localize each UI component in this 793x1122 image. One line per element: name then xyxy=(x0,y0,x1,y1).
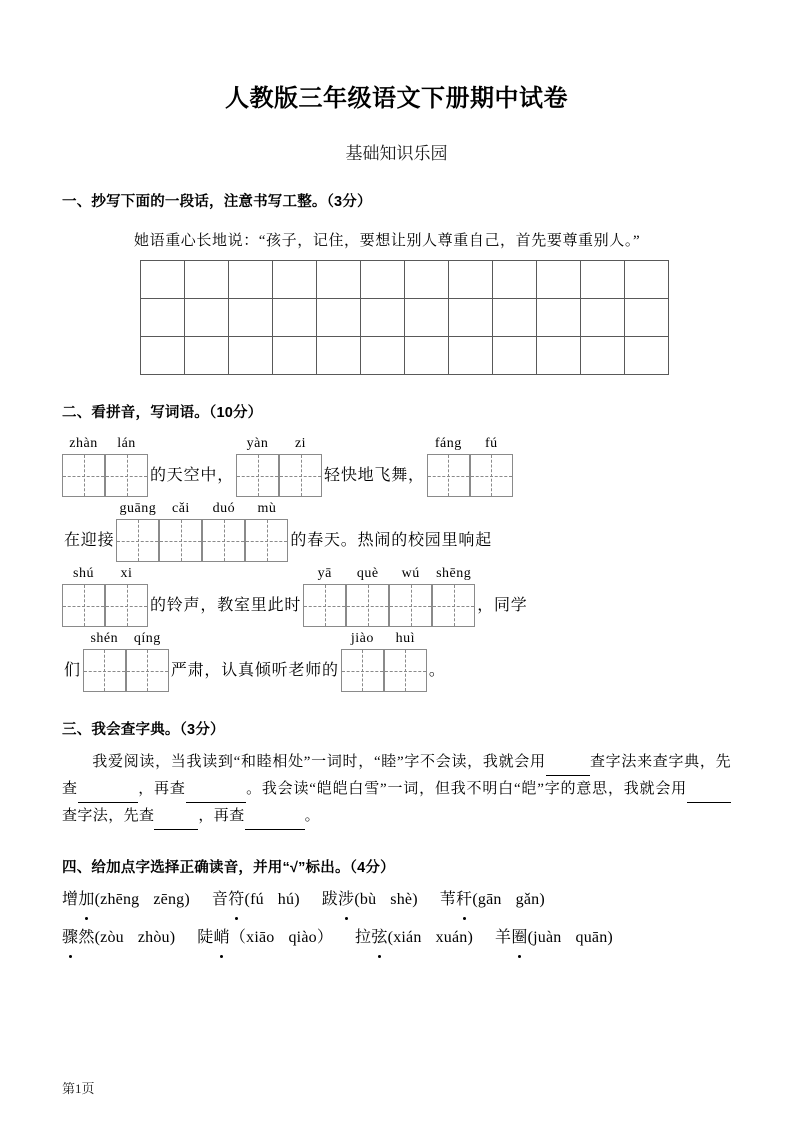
pronunciation-option[interactable]: zòu xyxy=(100,929,124,946)
pronunciation-option[interactable]: zhēng xyxy=(100,891,140,908)
tianzige-group xyxy=(62,434,148,497)
tianzige-item xyxy=(279,434,322,497)
tianzige-box[interactable] xyxy=(279,454,322,497)
pinyin-label: zhàn xyxy=(69,436,98,451)
dotted-char: 加 xyxy=(78,883,94,917)
tianzige-item xyxy=(105,564,148,627)
copy-grid-cell[interactable] xyxy=(405,261,449,299)
word-char: 音 xyxy=(211,891,229,908)
pinyin-label: shēng xyxy=(436,566,472,581)
tianzige-item xyxy=(303,564,346,627)
close-paren: ) xyxy=(539,891,545,908)
tianzige-box[interactable] xyxy=(432,584,475,627)
fill-in-blank[interactable] xyxy=(78,787,138,803)
copy-grid-cell[interactable] xyxy=(273,261,317,299)
copy-grid-cell[interactable] xyxy=(317,261,361,299)
pronunciation-option[interactable]: juàn xyxy=(533,929,562,946)
pronunciation-options xyxy=(245,891,300,908)
pinyin-label: huì xyxy=(395,631,416,646)
tianzige-box[interactable] xyxy=(126,649,169,692)
pinyin-label: fáng xyxy=(434,436,462,451)
pinyin-line-text: ，同学 xyxy=(477,597,528,614)
pinyin-line-text: 的春天。热闹的校园里响起 xyxy=(290,532,493,549)
tianzige-box[interactable] xyxy=(427,454,470,497)
tianzige-box[interactable] xyxy=(236,454,279,497)
pinyin-line xyxy=(62,434,731,497)
copy-grid-cell[interactable] xyxy=(493,337,537,375)
tianzige-item xyxy=(427,434,470,497)
word-char: 增 xyxy=(62,891,79,908)
copy-grid-cell[interactable] xyxy=(493,261,537,299)
close-paren: ) xyxy=(607,929,613,946)
tianzige-box[interactable] xyxy=(245,519,288,562)
open-paren: ( xyxy=(472,891,478,908)
copy-grid-cell[interactable] xyxy=(317,299,361,337)
pronunciation-choice-block xyxy=(62,879,731,955)
pronunciation-option[interactable]: quān xyxy=(575,929,608,946)
pinyin-line-text: 轻快地飞舞， xyxy=(324,467,425,484)
tianzige-item xyxy=(116,499,159,562)
copy-grid-cell[interactable] xyxy=(537,299,581,337)
copy-grid-cell[interactable] xyxy=(141,261,185,299)
word-char: 苇 xyxy=(439,891,457,908)
dotted-char: 符 xyxy=(228,883,244,917)
tianzige-group xyxy=(236,434,322,497)
copy-grid-row xyxy=(141,261,669,299)
tianzige-box[interactable] xyxy=(116,519,159,562)
dotted-char: 峭 xyxy=(214,921,230,955)
tianzige-box[interactable] xyxy=(83,649,126,692)
paragraph-text: 。我会读“皑皑白雪”一词，但我不明白“皑”字的意思，我就会用 xyxy=(245,781,687,797)
dotted-char: 骤 xyxy=(62,921,78,955)
copy-grid-cell[interactable] xyxy=(229,261,273,299)
tianzige-item xyxy=(432,564,475,627)
pronunciation-choice-item xyxy=(62,883,190,917)
copy-grid-cell[interactable] xyxy=(405,299,449,337)
section-1-heading: 一、抄写下面的一段话，注意书写工整。（3分） xyxy=(62,194,372,210)
pronunciation-choice-item xyxy=(197,921,333,955)
pronunciation-option[interactable]: xiāo xyxy=(246,929,275,946)
close-paren: ) xyxy=(184,891,190,908)
tianzige-box[interactable] xyxy=(202,519,245,562)
copy-grid-cell[interactable] xyxy=(405,337,449,375)
open-paren: ( xyxy=(527,929,534,946)
copy-grid-cell[interactable] xyxy=(141,299,185,337)
section-2-heading: 二、看拼音，写词语。（10分） xyxy=(62,405,263,421)
section-4-heading: 四、给加点字选择正确读音，并用“√”标出。（4分） xyxy=(62,860,395,876)
tianzige-item xyxy=(62,564,105,627)
tianzige-item xyxy=(384,629,427,692)
pinyin-label: qíng xyxy=(133,631,161,646)
fill-in-blank[interactable] xyxy=(245,814,305,830)
pinyin-label: shén xyxy=(90,631,119,646)
pronunciation-choice-item xyxy=(322,883,418,917)
copy-grid-cell[interactable] xyxy=(625,337,669,375)
copy-grid-cell[interactable] xyxy=(449,261,493,299)
pinyin-line xyxy=(62,564,731,627)
pinyin-label: yàn xyxy=(246,436,269,451)
tianzige-box[interactable] xyxy=(105,454,148,497)
tianzige-box[interactable] xyxy=(341,649,384,692)
pronunciation-option[interactable]: shè xyxy=(390,891,413,908)
page-title: 人教版三年级语文下册期中试卷 xyxy=(225,85,568,112)
copy-grid-cell[interactable] xyxy=(537,261,581,299)
open-paren: ( xyxy=(94,929,101,946)
paragraph-text: 查字法，先查 xyxy=(62,808,155,824)
pinyin-label: cǎi xyxy=(171,501,190,516)
paragraph-text: ，再查 xyxy=(198,808,245,824)
section-1-quote: 她语重心长地说：“孩子，记住，要想让别人尊重自己，首先要尊重别人。” xyxy=(134,233,641,249)
tianzige-item xyxy=(341,629,384,692)
pinyin-label: què xyxy=(356,566,379,581)
pinyin-label: fú xyxy=(484,436,498,451)
tianzige-item xyxy=(245,499,288,562)
pinyin-label: shú xyxy=(73,566,94,581)
copy-grid-cell[interactable] xyxy=(537,337,581,375)
open-paren: ( xyxy=(94,891,101,908)
tianzige-box[interactable] xyxy=(346,584,389,627)
pronunciation-choice-item xyxy=(355,921,473,955)
copy-grid-cell[interactable] xyxy=(273,337,317,375)
pinyin-label: zi xyxy=(294,436,307,451)
pinyin-line-text: 的铃声，教室里此时 xyxy=(150,597,302,614)
tianzige-group xyxy=(83,629,169,692)
tianzige-item xyxy=(83,629,126,692)
pronunciation-options xyxy=(472,891,544,908)
pinyin-label: yā xyxy=(317,566,332,581)
tianzige-box[interactable] xyxy=(384,649,427,692)
pronunciation-options xyxy=(95,929,176,946)
tianzige-box[interactable] xyxy=(303,584,346,627)
copy-grid-cell[interactable] xyxy=(625,299,669,337)
pinyin-line xyxy=(62,629,731,692)
pinyin-line-text: 们 xyxy=(64,662,81,679)
tianzige-item xyxy=(202,499,245,562)
close-paren: ) xyxy=(169,929,176,946)
dotted-char: 秆 xyxy=(456,883,472,917)
copy-grid-cell[interactable] xyxy=(361,299,405,337)
pronunciation-option[interactable]: fú xyxy=(250,891,264,908)
open-paren: ( xyxy=(387,929,394,946)
pronunciation-choice-row xyxy=(62,879,731,917)
close-paren: ) xyxy=(294,891,300,908)
tianzige-item xyxy=(126,629,169,692)
pinyin-label: duó xyxy=(212,501,236,516)
pronunciation-options xyxy=(95,891,190,908)
tianzige-group xyxy=(427,434,513,497)
paragraph-text: ，再查 xyxy=(137,781,186,797)
pinyin-label: mù xyxy=(257,501,277,516)
pronunciation-options xyxy=(354,891,417,908)
copy-grid-cell[interactable] xyxy=(581,261,625,299)
pinyin-line-text: 。 xyxy=(428,662,446,679)
pinyin-line-text: 在迎接 xyxy=(64,532,115,549)
pinyin-label: lán xyxy=(117,436,136,451)
copy-grid-cell[interactable] xyxy=(449,337,493,375)
paragraph-text: 。 xyxy=(304,808,321,824)
pronunciation-option[interactable]: xián xyxy=(393,929,422,946)
copy-grid-row xyxy=(141,337,669,375)
word-char: 然 xyxy=(78,929,95,946)
pronunciation-option[interactable]: bù xyxy=(359,891,377,908)
dotted-char: 圈 xyxy=(511,921,527,955)
pronunciation-choice-item xyxy=(212,883,300,917)
close-paren: ) xyxy=(467,929,473,946)
copy-grid-row xyxy=(141,299,669,337)
copy-grid-cell[interactable] xyxy=(493,299,537,337)
section-3-heading: 三、我会查字典。（3分） xyxy=(62,722,225,738)
copy-grid-cell[interactable] xyxy=(229,299,273,337)
paragraph-text: 查字法来查字典，先查 xyxy=(62,754,731,797)
paragraph-text: 我爱阅读，当我读到“和睦相处”一词时，“睦”字不会读，我就会用 xyxy=(92,754,546,770)
page-subtitle: 基础知识乐园 xyxy=(345,144,448,163)
pronunciation-choice-item xyxy=(62,921,175,955)
tianzige-group xyxy=(116,499,288,562)
copy-grid-cell[interactable] xyxy=(581,337,625,375)
pronunciation-option[interactable]: gān xyxy=(477,891,502,908)
tianzige-box[interactable] xyxy=(389,584,432,627)
fill-in-blank[interactable] xyxy=(687,787,731,803)
tianzige-item xyxy=(236,434,279,497)
fill-in-blank[interactable] xyxy=(186,787,246,803)
copy-grid-cell[interactable] xyxy=(581,299,625,337)
page-number-footer: 第1页 xyxy=(62,1081,95,1096)
pronunciation-option[interactable]: xuán xyxy=(435,929,468,946)
tianzige-group xyxy=(62,564,148,627)
tianzige-group xyxy=(341,629,427,692)
copy-grid-cell[interactable] xyxy=(185,299,229,337)
pinyin-line xyxy=(62,499,731,562)
word-char: 羊 xyxy=(495,929,512,946)
pinyin-label: guāng xyxy=(119,501,157,516)
fill-in-blank[interactable] xyxy=(546,760,590,776)
tianzige-item xyxy=(62,434,105,497)
copy-grid-cell[interactable] xyxy=(185,337,229,375)
tianzige-item xyxy=(389,564,432,627)
open-paren: ( xyxy=(244,891,251,908)
copy-grid-cell[interactable] xyxy=(625,261,669,299)
tianzige-group xyxy=(303,564,475,627)
open-paren: （ xyxy=(229,929,247,946)
word-char: 拉 xyxy=(355,929,372,946)
copy-grid-cell[interactable] xyxy=(361,337,405,375)
copy-grid-cell[interactable] xyxy=(317,337,361,375)
pronunciation-option[interactable]: gǎn xyxy=(515,891,540,908)
tianzige-box[interactable] xyxy=(62,454,105,497)
pronunciation-choice-item xyxy=(440,883,545,917)
tianzige-box[interactable] xyxy=(159,519,202,562)
pronunciation-option[interactable]: hú xyxy=(277,891,295,908)
pronunciation-options xyxy=(230,929,333,946)
tianzige-item xyxy=(105,434,148,497)
pinyin-line-text: 严肃，认真倾听老师的 xyxy=(170,662,339,679)
tianzige-box[interactable] xyxy=(105,584,148,627)
tianzige-item xyxy=(470,434,513,497)
tianzige-box[interactable] xyxy=(62,584,105,627)
copy-grid-cell[interactable] xyxy=(141,337,185,375)
word-char: 陡 xyxy=(197,929,214,946)
copy-grid-cell[interactable] xyxy=(449,299,493,337)
pronunciation-option[interactable]: qiào xyxy=(288,929,317,946)
copy-grid-cell[interactable] xyxy=(229,337,273,375)
pinyin-label: xi xyxy=(120,566,133,581)
tianzige-item xyxy=(159,499,202,562)
pronunciation-option[interactable]: zhòu xyxy=(137,929,170,946)
copy-grid-cell[interactable] xyxy=(273,299,317,337)
word-char: 跋 xyxy=(321,891,339,908)
pinyin-label: wú xyxy=(401,566,420,581)
copy-grid-cell[interactable] xyxy=(185,261,229,299)
copy-writing-grid[interactable] xyxy=(140,260,669,375)
close-paren: ） xyxy=(316,929,334,946)
pinyin-label: jiào xyxy=(350,631,374,646)
pinyin-writing-block xyxy=(62,424,731,692)
dotted-char: 涉 xyxy=(338,883,354,917)
open-paren: ( xyxy=(354,891,360,908)
copy-grid-cell[interactable] xyxy=(361,261,405,299)
pronunciation-choice-row xyxy=(62,917,731,955)
tianzige-box[interactable] xyxy=(470,454,513,497)
pronunciation-options xyxy=(528,929,613,946)
fill-in-blank[interactable] xyxy=(154,814,198,830)
dotted-char: 弦 xyxy=(371,921,387,955)
pronunciation-choice-item xyxy=(495,921,613,955)
pinyin-line-text: 的天空中， xyxy=(150,467,235,484)
section-3-paragraph xyxy=(62,741,731,830)
close-paren: ) xyxy=(412,891,418,908)
tianzige-item xyxy=(346,564,389,627)
pronunciation-options xyxy=(388,929,473,946)
pronunciation-option[interactable]: zēng xyxy=(153,891,185,908)
